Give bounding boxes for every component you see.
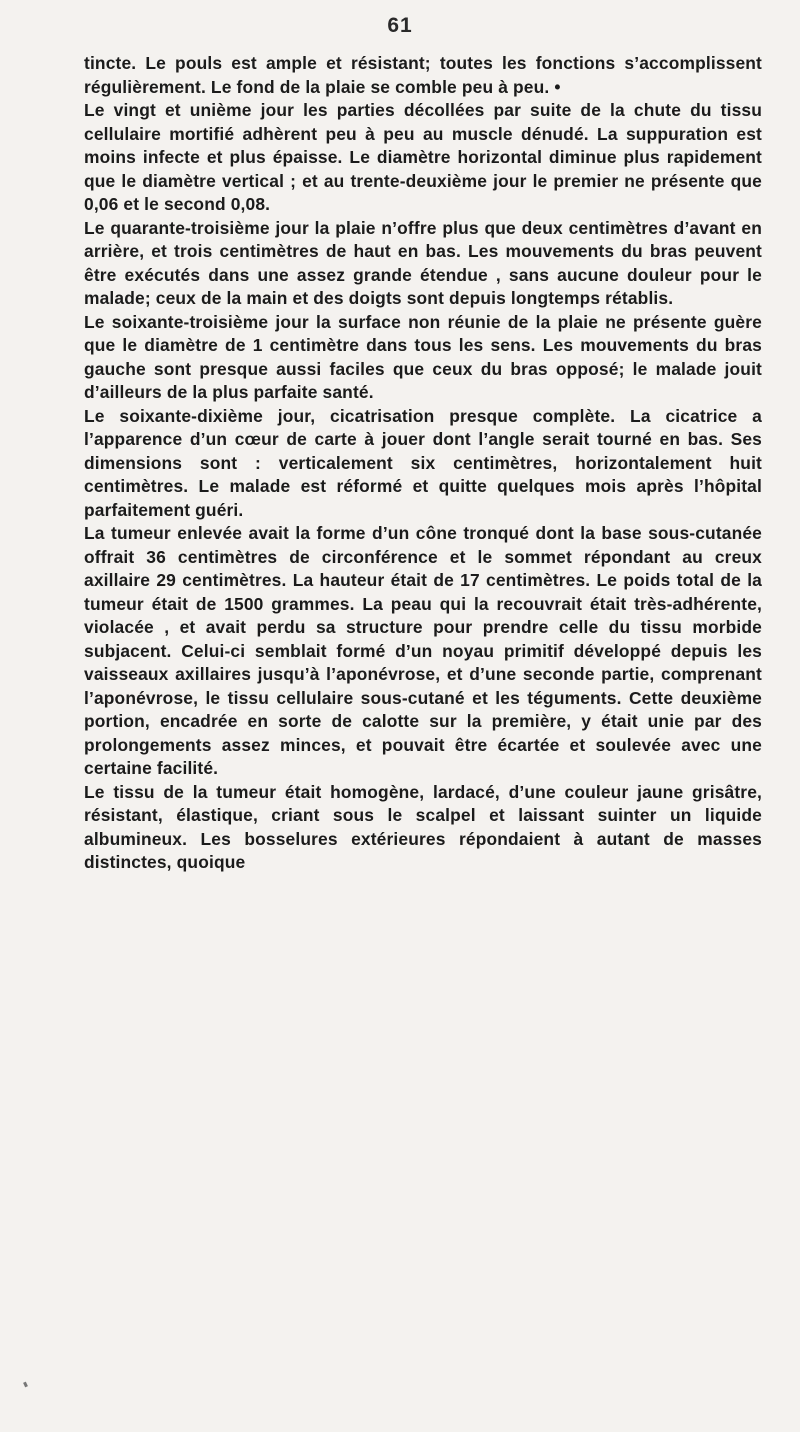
paragraph-tumor-shape: La tumeur enlevée avait la forme d’un cône tronqué dont la base sous-cutanée offrait 36 centimètres de circonférence et le sommet répondant au creux axillaire 29 centimètres. La hauteur était de 17 centimètres. Le poids total de la tumeur était de 1500 grammes. La peau qui la recouvrait était très-adhérente, violacée , et avait perdu sa structure pour prendre celle du tissu morbide subjacent. Celui-ci semblait formé d’un noyau primitif développé depuis les vaisseaux axillaires jusqu’à l’aponévrose, et d’une seconde partie, comprenant l’aponévrose, le tissu cellulaire sous-cutané et les téguments. Cette deuxième portion, encadrée en sorte de calotte sur la première, y était unie par des prolongements assez minces, et pouvait être écartée et soulevée avec une certaine facilité. [84, 523, 762, 778]
paragraph-tumor-tissue: Le tissu de la tumeur était homogène, lardacé, d’une couleur jaune grisâtre, résistant, élastique, criant sous le scalpel et laissant suinter un liquide albumineux. Les bosselures extérieures répondaient à autant de masses distinctes, quoique [84, 781, 762, 872]
paragraph-day-21: Le vingt et unième jour les parties décollées par suite de la chute du tissu cellulaire mortifié adhèrent peu à peu au muscle dénudé. La suppuration est moins infecte et plus épaisse. Le diamètre horizontal diminue plus rapidement que le diamètre vertical ; et au trente-deuxième jour le premier ne présente que 0,06 et le second 0,08. [84, 100, 762, 214]
body-text [84, 52, 762, 875]
paragraph-day-43: Le quarante-troisième jour la plaie n’offre plus que deux centimètres d’avant en arrière, et trois centimètres de haut en bas. Les mouvements du bras peuvent être exécutés dans une assez grande étendue , sans aucune douleur pour le malade; ceux de la main et des doigts sont depuis longtemps rétablis. [84, 217, 762, 308]
page-number: 61 [387, 14, 413, 37]
print-speck [23, 1382, 28, 1388]
paragraph-continuation: tincte. Le pouls est ample et résistant; toutes les fonctions s’accomplissent régulièrement. Le fond de la plaie se comble peu à peu. • [84, 53, 762, 97]
paragraph-day-70: Le soixante-dixième jour, cicatrisation presque complète. La cicatrice a l’apparence d’un cœur de carte à jouer dont l’angle serait tourné en bas. Ses dimensions sont : verticalement six centimètres, horizontalement huit centimètres. Le malade est réformé et quitte quelques mois après l’hôpital parfaitement guéri. [84, 405, 762, 520]
paragraph-day-63: Le soixante-troisième jour la surface non réunie de la plaie ne présente guère que le diamètre de 1 centimètre dans tous les sens. Les mouvements du bras gauche sont presque aussi faciles que ceux du bras opposé; le malade jouit d’ailleurs de la plus parfaite santé. [84, 311, 762, 402]
